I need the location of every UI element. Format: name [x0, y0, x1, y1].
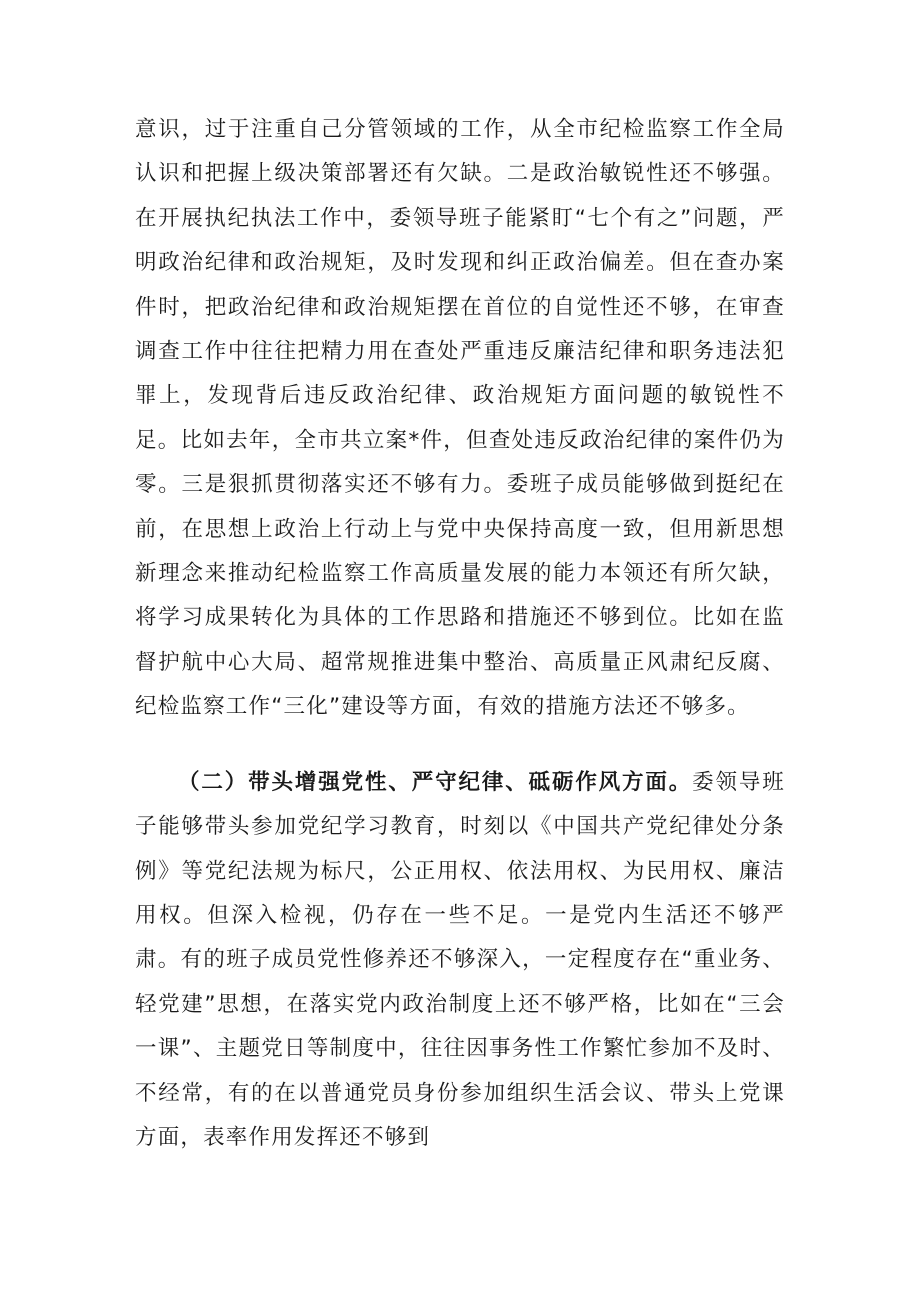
- paragraph-1: 意识，过于注重自己分管领域的工作，从全市纪检监察工作全局认识和把握上级决策部署还有欠缺。二是政治敏锐性还不够强。在开展执纪执法工作中，委领导班子能紧盯“七个有之”问题，严明政治纪律和政治规矩，及时发现和纠正政治偏差。但在查办案件时，把政治纪律和政治规矩摆在首位的自觉性还不够，在审查调查工作中往往把精力用在查处严重违反廉洁纪律和职务违法犯罪上，发现背后违反政治纪律、政治规矩方面问题的敏锐性不足。比如去年，全市共立案*件，但查处违反政治纪律的案件仍为零。三是狠抓贯彻落实还不够有力。委班子成员能够做到挺纪在前，在思想上政治上行动上与党中央保持高度一致，但用新思想新理念来推动纪检监察工作高质量发展的能力本领还有所欠缺，将学习成果转化为具体的工作思路和措施还不够到位。比如在监督护航中心大局、超常规推进集中整治、高质量正风肃纪反腐、纪检监察工作“三化”建设等方面，有效的措施方法还不够多。: [135, 117, 785, 720]
- paragraph-2: [135, 761, 785, 1161]
- paragraph-2-text: 委领导班子能够带头参加党纪学习教育，时刻以《中国共产党纪律处分条例》等党纪法规为标尺，公正用权、依法用权、为民用权、廉洁用权。但深入检视，仍存在一些不足。一是党内生活还不够严肃。有的班子成员党性修养还不够深入，一定程度存在“重业务、轻党建”思想，在落实党内政治制度上还不够严格，比如在“三会一课”、主题党日等制度中，往往因事务性工作繁忙参加不及时、不经常，有的在以普通党员身份参加组织生活会议、带头上党课方面，表率作用发挥还不够到: [135, 769, 785, 1150]
- document-body: [135, 108, 785, 1160]
- section-heading: （二）带头增强党性、严守纪律、砥砺作风方面。: [178, 769, 693, 795]
